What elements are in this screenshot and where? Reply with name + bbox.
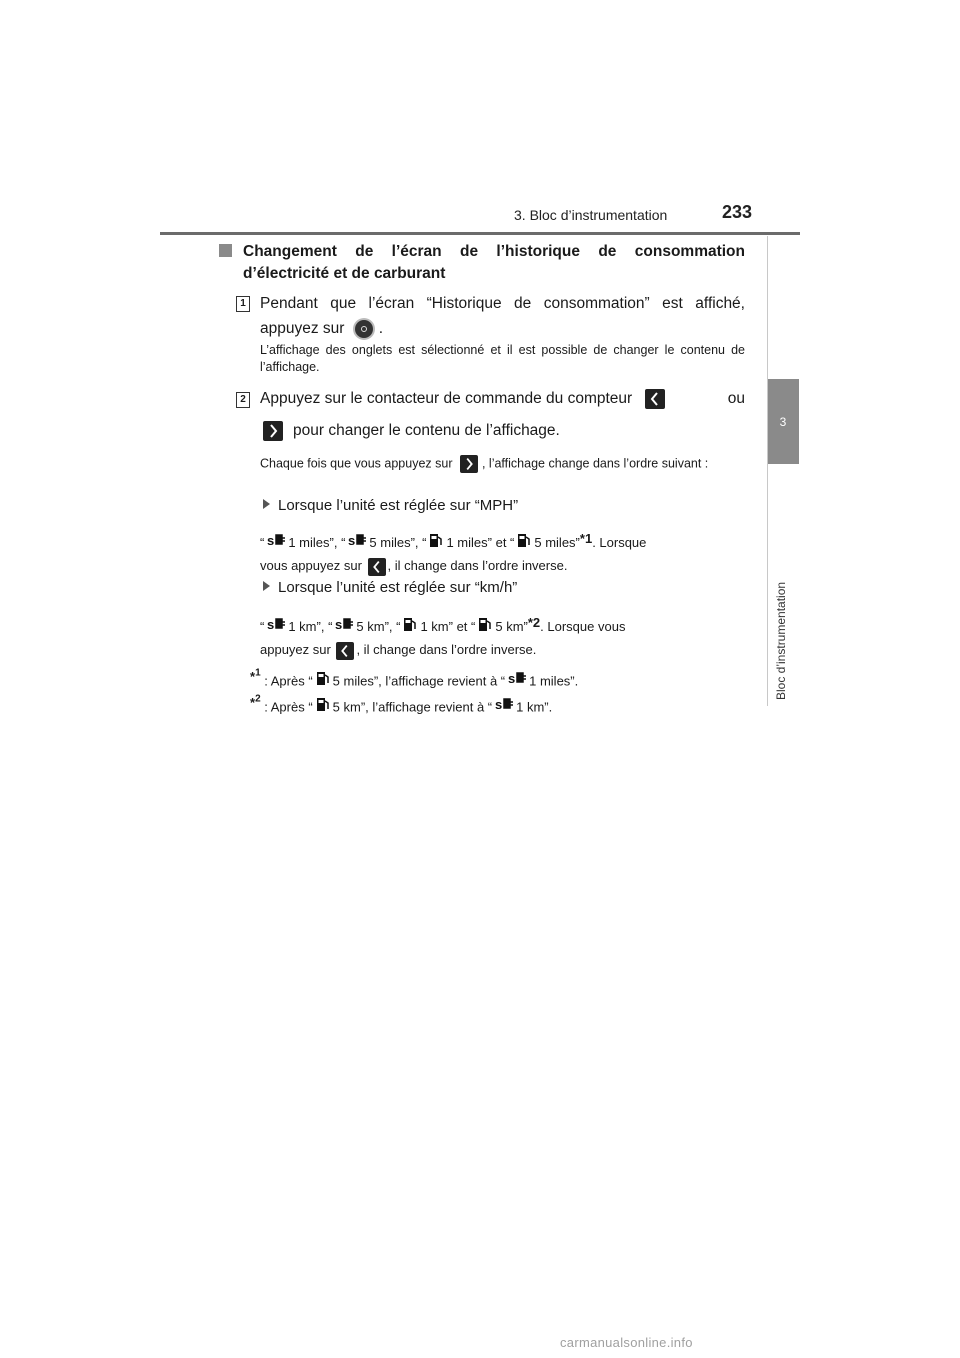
page-number: 233 xyxy=(722,202,753,222)
side-divider xyxy=(767,236,768,706)
kmh-reverse-note: appuyez sur , il change dans l’ordre inverse. xyxy=(260,637,536,663)
kmh-subheading: Lorsque l’unité est réglée sur “km/h” xyxy=(263,578,517,598)
mph-reverse-note: vous appuyez sur , il change dans l’ordre inverse. xyxy=(260,553,567,579)
mph-subheading: Lorsque l’unité est réglée sur “MPH” xyxy=(263,496,518,516)
chevron-right-icon xyxy=(263,421,283,441)
step-number-2: 2 xyxy=(236,392,250,408)
step-number-1: 1 xyxy=(236,296,250,312)
watermark: carmanualsonline.info xyxy=(560,1335,693,1350)
svg-text:s: s xyxy=(348,532,356,548)
chapter-label: Bloc d’instrumentation xyxy=(774,581,788,700)
triangle-bullet-icon xyxy=(263,499,270,509)
svg-text:s: s xyxy=(335,616,343,632)
step2-note: Chaque fois que vous appuyez sur , l’affichage change dans l’ordre suivant : xyxy=(260,455,745,473)
svg-text:s: s xyxy=(267,532,275,548)
meter-control-knob-icon xyxy=(355,320,373,338)
heading-square-icon xyxy=(219,244,232,257)
step1-note: L’affichage des onglets est sélectionné et il est possible de changer le contenu de l’affichage. xyxy=(260,343,745,374)
svg-text:s: s xyxy=(508,670,516,686)
triangle-bullet-icon xyxy=(263,581,270,591)
footnote-1: *$^1$ : Après “ 5 miles”, l’affichage revient à “ s 1 miles”. xyxy=(250,661,578,695)
step2-text-line1: Appuyez sur le contacteur de commande du compteur ou xyxy=(260,390,745,407)
svg-text:s: s xyxy=(267,616,275,632)
chapter-number: 3 xyxy=(779,414,787,429)
chevron-left-icon xyxy=(368,558,386,576)
chapter-tab[interactable] xyxy=(767,379,799,464)
mph-sequence: “ s 1 miles”, “ s 5 miles”, “ 1 miles” et “ 5 miles”*1. Lorsque xyxy=(260,526,745,557)
footnote-ref-1[interactable]: *1 xyxy=(579,531,593,546)
fuel-pump-icon xyxy=(316,695,330,721)
step2-text-line2: pour changer le contenu de l’affichage. xyxy=(263,418,748,443)
section-title: 3. Bloc d’instrumentation xyxy=(514,207,668,223)
chevron-left-icon xyxy=(645,389,665,409)
kmh-sequence: “ s 1 km”, “ s 5 km”, “ 1 km” et “ 5 km”*2. Lorsque vous xyxy=(260,610,745,641)
chevron-left-icon xyxy=(336,642,354,660)
footnote-ref-2[interactable]: *2 xyxy=(527,615,541,630)
header-divider xyxy=(160,232,800,235)
footnote-2: *$^2$ : Après “ 5 km”, l’affichage revient à “ s 1 km”. xyxy=(250,687,552,721)
chevron-right-icon xyxy=(460,455,478,473)
svg-text:s: s xyxy=(495,696,503,712)
section-heading: Changement de l’écran de l’historique de consommation d’électricité et de carburant xyxy=(243,241,745,285)
electricity-plug-icon xyxy=(495,695,513,721)
step1-text: Pendant que l’écran “Historique de consommation” est affiché, appuyez sur . xyxy=(260,295,745,337)
